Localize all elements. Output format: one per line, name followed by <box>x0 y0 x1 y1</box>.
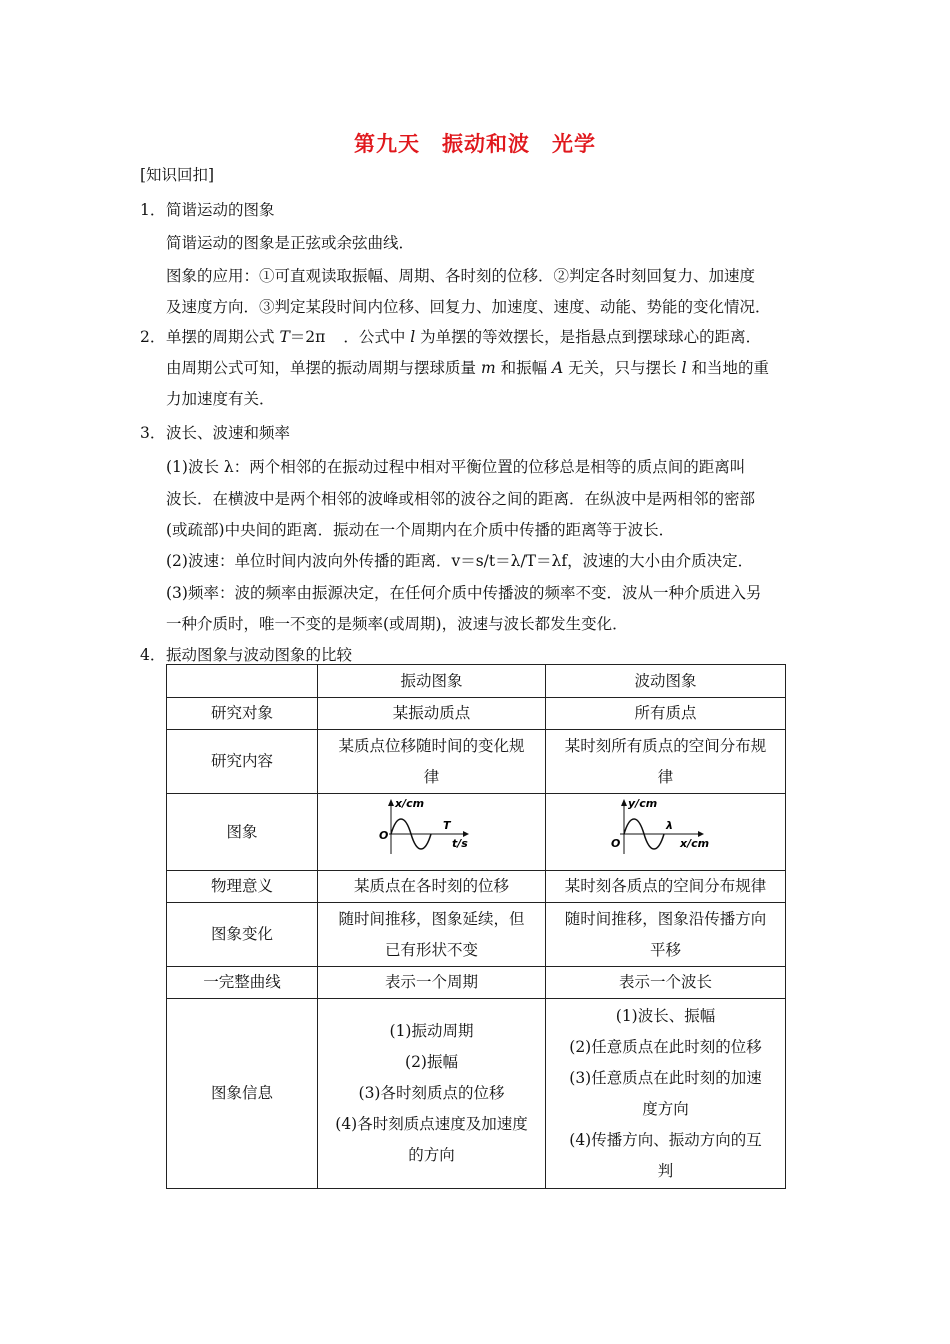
table-cell: 波动图象 <box>546 665 786 698</box>
paragraph: 力加速度有关． <box>166 390 275 408</box>
cell-line: 某时刻所有质点的空间分布规 <box>564 736 767 755</box>
cell-line: (2)振幅 <box>405 1053 458 1071</box>
paragraph: 一种介质时，唯一不变的是频率(或周期)，波速与波长都发生变化． <box>166 615 628 633</box>
cell-line: 判 <box>657 1161 674 1180</box>
text: ＝2π <box>289 328 326 346</box>
section-1-heading <box>140 200 275 220</box>
var-l: l <box>410 328 416 346</box>
table-row <box>167 903 786 967</box>
comparison-table <box>166 664 786 1189</box>
table-row <box>167 967 786 999</box>
var-T: T <box>279 328 290 346</box>
text: 无关，只与摆长 <box>563 359 682 377</box>
cell-line: 某质点位移随时间的变化规 <box>338 736 525 755</box>
section-number: 1． <box>140 201 166 219</box>
paragraph: 及速度方向．③判定某段时间内位移、回复力、加速度、速度、动能、势能的变化情况． <box>166 298 771 316</box>
paragraph: (1)波长 λ：两个相邻的在振动过程中相对平衡位置的位移总是相等的质点间的距离叫 <box>166 458 746 476</box>
paragraph: (2)波速：单位时间内波向外传播的距离．v＝s/t＝λ/T＝λf，波速的大小由介质决定． <box>166 552 754 570</box>
vibration-graph <box>377 796 487 858</box>
section-number: 3． <box>140 424 166 442</box>
text: 为单摆的等效摆长，是指悬点到摆球球心的距离． <box>415 328 762 346</box>
var-m: m <box>480 359 496 377</box>
x-axis-label: t/s <box>451 836 468 850</box>
y-axis-label: x/cm <box>394 796 424 810</box>
row-label: 图象变化 <box>167 903 318 967</box>
cell-line: 随时间推移，图象沿传播方向 <box>564 909 767 928</box>
origin-label: O <box>610 836 620 850</box>
period-mark: T <box>442 818 451 832</box>
cell-line: 度方向 <box>642 1099 689 1118</box>
section-title: 振动图象与波动图象的比较 <box>166 646 353 664</box>
row-label: 一完整曲线 <box>167 967 318 999</box>
cell-line: (3)各时刻质点的位移 <box>358 1084 505 1102</box>
paragraph: 图象的应用：①可直观读取振幅、周期、各时刻的位移．②判定各时刻回复力、加速度 <box>166 267 756 285</box>
cell-line: (4)各时刻质点速度及加速度 <box>335 1115 528 1133</box>
table-header-row <box>167 665 786 698</box>
paragraph: (或疏部)中央间的距离．振动在一个周期内在介质中传播的距离等于波长． <box>166 521 675 539</box>
y-axis-arrow <box>621 799 627 806</box>
table-row <box>167 871 786 903</box>
wavelength-mark: λ <box>665 818 673 832</box>
table-cell <box>318 730 546 794</box>
cell-line: (4)传播方向、振动方向的互 <box>569 1130 762 1149</box>
var-A: A <box>552 359 564 377</box>
table-row <box>167 999 786 1189</box>
table-cell: 某振动质点 <box>318 698 546 730</box>
row-label: 图象 <box>167 794 318 871</box>
row-label: 研究对象 <box>167 698 318 730</box>
row-label: 研究内容 <box>167 730 318 794</box>
cell-line: (1)振动周期 <box>389 1022 474 1040</box>
table-cell: 表示一个波长 <box>546 967 786 999</box>
table-cell: 振动图象 <box>318 665 546 698</box>
row-label: 图象信息 <box>167 999 318 1189</box>
var-l: l <box>681 359 687 377</box>
table-cell <box>546 903 786 967</box>
table-cell <box>318 999 546 1189</box>
section-3-heading <box>140 423 290 443</box>
cell-line: 已有形状不变 <box>384 940 478 959</box>
table-cell <box>318 903 546 967</box>
section-number: 2． <box>140 328 166 346</box>
table-row <box>167 698 786 730</box>
table-cell: 某时刻各质点的空间分布规律 <box>546 871 786 903</box>
text: 单摆的周期公式 <box>166 328 280 346</box>
section-4-heading <box>140 645 352 665</box>
cell-line: 平移 <box>649 940 681 959</box>
section-number: 4． <box>140 646 166 664</box>
table-cell <box>167 665 318 698</box>
origin-label: O <box>378 828 388 842</box>
table-cell <box>546 794 786 871</box>
text: 和振幅 <box>495 359 552 377</box>
table-row <box>167 794 786 871</box>
section-2-line-2 <box>166 358 769 378</box>
text: ．公式中 <box>343 328 411 346</box>
review-label: [知识回扣] <box>140 166 215 184</box>
text: 由周期公式可知，单摆的振动周期与摆球质量 <box>166 359 481 377</box>
row-label: 物理意义 <box>167 871 318 903</box>
cell-line: (2)任意质点在此时刻的位移 <box>569 1037 762 1056</box>
y-axis-label: y/cm <box>627 796 657 810</box>
table-cell <box>318 794 546 871</box>
cell-line: 的方向 <box>408 1146 455 1164</box>
wave-graph <box>606 796 726 858</box>
table-cell: 所有质点 <box>546 698 786 730</box>
table-cell: 某质点在各时刻的位移 <box>318 871 546 903</box>
table-cell <box>546 730 786 794</box>
section-title: 波长、波速和频率 <box>166 424 291 442</box>
paragraph: (3)频率：波的频率由振源决定，在任何介质中传播波的频率不变．波从一种介质进入另 <box>166 584 762 602</box>
cell-line: 随时间推移，图象延续，但 <box>338 909 525 928</box>
x-axis-label: x/cm <box>679 836 709 850</box>
cell-line: (1)波长、振幅 <box>615 1006 716 1025</box>
table-row <box>167 730 786 794</box>
cell-line: 律 <box>657 767 674 786</box>
section-title: 简谐运动的图象 <box>166 201 275 219</box>
text: 和当地的重 <box>686 359 769 377</box>
paragraph: 波长．在横波中是两个相邻的波峰或相邻的波谷之间的距离．在纵波中是两相邻的密部 <box>166 490 756 508</box>
paragraph: 简谐运动的图象是正弦或余弦曲线． <box>166 234 415 252</box>
page-title: 第九天 振动和波 光学 <box>354 132 596 156</box>
cell-line: (3)任意质点在此时刻的加速 <box>569 1068 762 1087</box>
table-cell: 表示一个周期 <box>318 967 546 999</box>
table-cell <box>546 999 786 1189</box>
x-axis-arrow <box>388 799 394 806</box>
cell-line: 律 <box>423 767 440 786</box>
section-2-line-1 <box>140 327 761 347</box>
